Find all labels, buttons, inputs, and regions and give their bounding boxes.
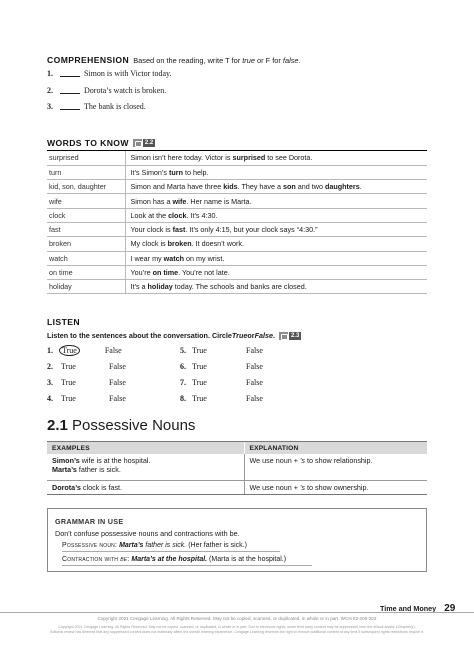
legal-line-2: Editorial review has deemed that any suppressed content does not materially affect the overall learning experience. Cengage Learning reserves the right to remove additional content at any time if subsequent rights restrictions require it. [50,630,424,634]
comprehension-heading: COMPREHENSION [47,55,130,65]
section-title: 2.1 Possessive Nouns [47,417,196,434]
table-row: clock Look at the clock. It’s 4:30. [47,208,427,222]
false-option[interactable]: False [246,345,263,355]
listen-heading: LISTEN [47,317,80,327]
false-option[interactable]: False [246,377,263,387]
audio-icon [133,139,142,147]
table-row: broken My clock is broken. It doesn’t work. [47,237,427,251]
audio-track-badge[interactable]: 2.3 [279,332,301,340]
true-option[interactable]: True [59,345,80,356]
listen-item-3: 3. True False [47,377,126,387]
table-row: Dorota’s clock is fast. We use noun + ’s to show ownership. [47,480,427,494]
words-to-know-header [47,138,155,148]
words-to-know-table [47,150,427,294]
legal-line-1: Copyright 2021 Cengage Learning. All Rights Reserved. May not be copied, scanned, or duplicated, in whole or in part. Due to electronic rights, some third party content may be suppressed from the eBook and/or eChapter(s). [58,625,416,629]
grammar-example-1: Possessive noun: Marta’s father is sick. (Her father is sick.) [62,542,280,552]
listen-item-6: 6. True False [180,361,263,371]
grammar-in-use-text: Don’t confuse possessive nouns and contractions with be. [55,529,240,538]
false-option[interactable]: False [104,345,122,355]
table-row: wife Simon has a wife. Her name is Marta. [47,194,427,208]
true-option[interactable]: True [61,393,76,403]
true-option[interactable]: True [192,345,207,355]
explanation-header: EXPLANATION [244,442,427,454]
false-option[interactable]: False [109,377,126,387]
copyright-line: Copyright 2021 Cengage Learning. All Rights Reserved. May not be copied, scanned, or duplicated, in whole or in part. WCN 02-200-203 [97,616,377,621]
table-row: holiday It’s a holiday today. The schools and banks are closed. [47,280,427,294]
table-row: surprised Simon isn’t here today. Victor is surprised to see Dorota. [47,151,427,165]
false-option[interactable]: False [109,393,126,403]
listen-item-2: 2. True False [47,361,126,371]
true-option[interactable]: True [192,377,207,387]
listen-item-8: 8. True False [180,393,263,403]
true-option[interactable]: True [61,361,76,371]
table-row: Simon’s wife is at the hospital. Marta’s father is sick. We use noun + ’s to show relationship. [47,454,427,480]
listen-item-1: 1. True False [47,345,122,355]
listen-instruction: Listen to the sentences about the conversation. Circle True or False . 2.3 [47,331,300,340]
listen-item-5: 5. True False [180,345,263,355]
footer-divider [0,612,474,613]
comprehension-section [47,55,427,65]
table-row: turn It’s Simon’s turn to help. [47,165,427,179]
true-option[interactable]: True [192,393,207,403]
examples-header: EXAMPLES [47,442,244,454]
table-row: kid, son, daughter Simon and Marta have three kids. They have a son and two daughters. [47,180,427,194]
table-row: watch I wear my watch on my wrist. [47,251,427,265]
answer-blank[interactable] [60,87,80,94]
false-option[interactable]: False [109,361,126,371]
footer-chapter-title: Time and Money [380,604,437,613]
comprehension-item-1: 1. Simon is with Victor today. [47,69,172,78]
listen-item-4: 4. True False [47,393,126,403]
false-option[interactable]: False [246,361,263,371]
audio-track-badge[interactable]: 2.2 [133,139,155,147]
true-option[interactable]: True [61,377,76,387]
grammar-in-use-title: GRAMMAR IN USE [55,517,124,526]
grammar-in-use-box [47,508,427,572]
comprehension-instruction: COMPREHENSION Based on the reading, write T for true or F for false. [47,55,301,65]
comprehension-item-2: 2. Dorota’s watch is broken. [47,86,167,95]
table-row: on time You’re on time. You’re not late. [47,265,427,279]
audio-icon [279,332,288,340]
table-row: fast Your clock is fast. It’s only 4:15, but your clock says “4:30.” [47,222,427,236]
true-option[interactable]: True [192,361,207,371]
answer-blank[interactable] [60,70,80,77]
answer-blank[interactable] [60,103,80,110]
grammar-example-2: Contraction with be: Marta’s at the hospital. (Marta is at the hospital.) [62,556,312,566]
possessive-nouns-table [47,441,427,495]
page-number: 29 [444,603,456,614]
words-to-know-heading: WORDS TO KNOW [47,138,129,148]
false-option[interactable]: False [246,393,263,403]
listen-items [47,342,427,406]
listen-item-7: 7. True False [180,377,263,387]
comprehension-item-3: 3. The bank is closed. [47,102,146,111]
